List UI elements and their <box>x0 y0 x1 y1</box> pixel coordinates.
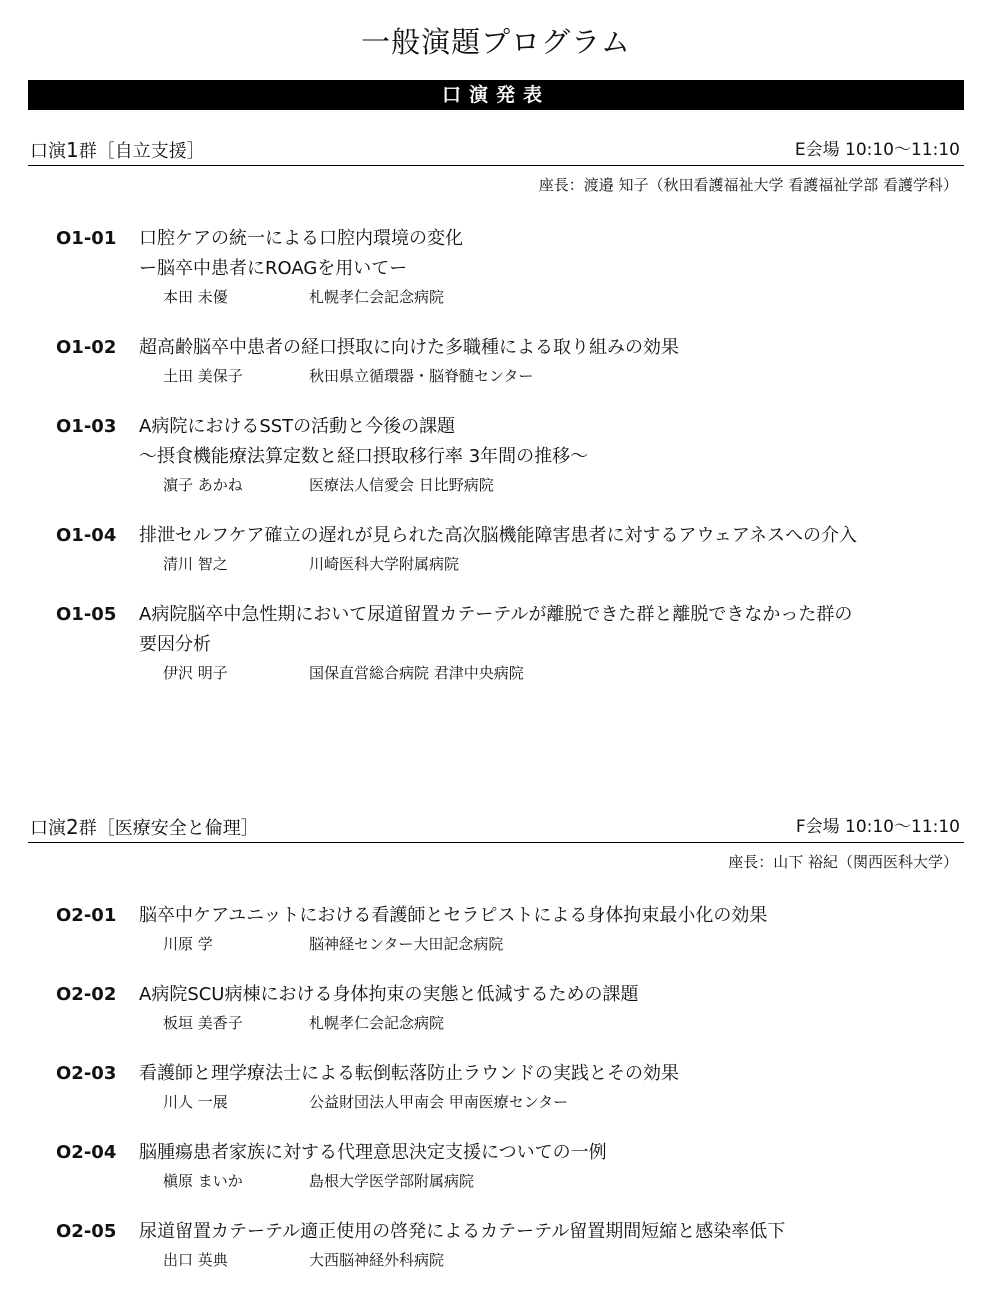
author-affiliation: 秋田県立循環器・脳脊髄センター <box>309 367 534 385</box>
session-chair: 座長：山下 裕紀（関西医科大学） <box>728 853 958 871</box>
author-name: 槇原 まいか <box>163 1172 243 1190</box>
talk-subtitle: ー脳卒中患者にROAGを用いてー <box>139 258 408 279</box>
talk-title: A病院におけるSSTの活動と今後の課題 <box>139 416 456 437</box>
author-name: 川原 学 <box>163 935 213 953</box>
author-affiliation: 国保直営総合病院 君津中央病院 <box>309 664 524 682</box>
talk-author-line <box>139 472 964 498</box>
talk-title: A病院脳卒中急性期において尿道留置カテーテルが離脱できた群と離脱できなかった群の <box>139 604 853 625</box>
talk-title: 尿道留置カテーテル適正使用の啓発によるカテーテル留置期間短縮と感染率低下 <box>139 1221 786 1242</box>
talk-item <box>28 333 964 389</box>
talk-title: 脳腫瘍患者家族に対する代理意思決定支援についての一例 <box>139 1142 607 1163</box>
author-affiliation: 島根大学医学部附属病院 <box>309 1172 475 1190</box>
talk-id: O2-04 <box>56 1142 117 1163</box>
session-title <box>30 138 205 164</box>
talk-item <box>28 521 964 577</box>
talk-author-line <box>139 1168 964 1194</box>
author-name: 伊沢 明子 <box>163 664 228 682</box>
author-affiliation: 医療法人信愛会 日比野病院 <box>309 476 494 494</box>
talk-author-line <box>139 363 964 389</box>
talk-list <box>28 224 964 686</box>
session-label: 口演 <box>30 141 66 162</box>
talk-item <box>28 412 964 498</box>
talk-id: O2-02 <box>56 984 117 1005</box>
talk-author-line <box>139 1089 964 1115</box>
talk-id: O1-01 <box>56 228 117 249</box>
talk-id: O1-04 <box>56 525 117 546</box>
talk-id: O2-03 <box>56 1063 117 1084</box>
author-name: 濵子 あかね <box>163 476 243 494</box>
session-group <box>28 138 964 709</box>
author-name: 土田 美保子 <box>163 367 243 385</box>
talk-item <box>28 224 964 310</box>
author-name: 清川 智之 <box>163 555 228 573</box>
page-title: 一般演題プログラム <box>361 25 631 59</box>
author-name: 板垣 美香子 <box>163 1014 243 1032</box>
session-header <box>28 138 964 166</box>
session-name: 群［医療安全と倫理］ <box>78 818 259 839</box>
talk-id: O1-05 <box>56 604 117 625</box>
author-affiliation: 札幌孝仁会記念病院 <box>309 1014 445 1032</box>
talk-title: 脳卒中ケアユニットにおける看護師とセラピストによる身体拘束最小化の効果 <box>139 905 768 926</box>
talk-item <box>28 901 964 957</box>
session-group <box>28 815 964 1296</box>
talk-item <box>28 1217 964 1273</box>
talk-author-line <box>139 1247 964 1273</box>
session-number: 1 <box>66 138 79 162</box>
author-affiliation: 札幌孝仁会記念病院 <box>309 288 445 306</box>
author-affiliation: 脳神経センター大田記念病院 <box>309 935 504 953</box>
session-chair: 座長：渡邉 知子（秋田看護福祉大学 看護福祉学部 看護学科） <box>538 176 958 194</box>
talk-title: 超高齢脳卒中患者の経口摂取に向けた多職種による取り組みの効果 <box>139 337 679 358</box>
talk-id: O1-03 <box>56 416 117 437</box>
talk-item <box>28 980 964 1036</box>
talk-id: O2-05 <box>56 1221 117 1242</box>
author-affiliation: 公益財団法人甲南会 甲南医療センター <box>309 1093 569 1111</box>
talk-author-line <box>139 1010 964 1036</box>
session-room-time: F会場 10:10～11:10 <box>795 817 960 837</box>
author-name: 川人 一展 <box>163 1093 228 1111</box>
talk-id: O2-01 <box>56 905 117 926</box>
talk-subtitle: ～摂食機能療法算定数と経口摂取移行率 3年間の推移～ <box>139 446 589 467</box>
author-name: 本田 未優 <box>163 288 228 306</box>
talk-item <box>28 1138 964 1194</box>
talk-item <box>28 600 964 686</box>
session-header <box>28 815 964 843</box>
talk-list <box>28 901 964 1273</box>
session-label: 口演 <box>30 818 66 839</box>
talk-title: A病院SCU病棟における身体拘束の実態と低減するための課題 <box>139 984 639 1005</box>
talk-title: 看護師と理学療法士による転倒転落防止ラウンドの実践とその効果 <box>139 1063 679 1084</box>
talk-author-line <box>139 931 964 957</box>
author-name: 出口 英典 <box>163 1251 228 1269</box>
talk-author-line <box>139 551 964 577</box>
session-number: 2 <box>66 815 79 839</box>
session-title <box>30 815 259 841</box>
talk-author-line <box>139 660 964 686</box>
talk-title: 排泄セルフケア確立の遅れが見られた高次脳機能障害患者に対するアウェアネスへの介入 <box>139 525 858 546</box>
talk-item <box>28 1059 964 1115</box>
section-banner: 口演発表 <box>28 80 964 110</box>
talk-id: O1-02 <box>56 337 117 358</box>
talk-author-line <box>139 284 964 310</box>
talk-subtitle: 要因分析 <box>139 634 211 655</box>
author-affiliation: 川崎医科大学附属病院 <box>309 555 460 573</box>
talk-title: 口腔ケアの統一による口腔内環境の変化 <box>139 228 463 249</box>
session-room-time: E会場 10:10～11:10 <box>794 140 960 160</box>
author-affiliation: 大西脳神経外科病院 <box>309 1251 445 1269</box>
session-name: 群［自立支援］ <box>78 141 205 162</box>
